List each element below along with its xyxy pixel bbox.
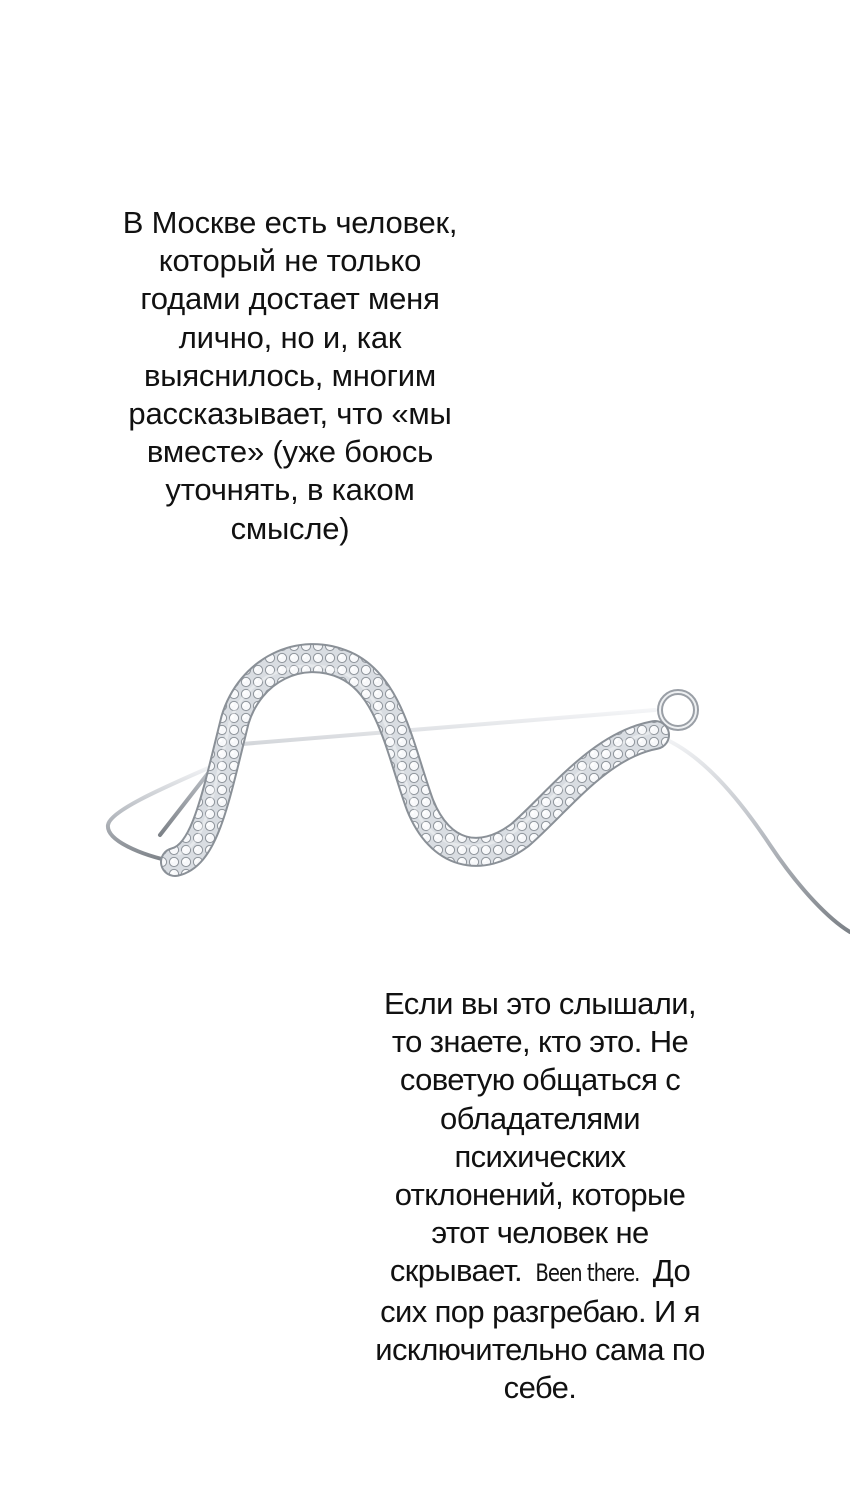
text-line: себе.: [503, 1370, 577, 1406]
text-segment: До: [644, 1253, 691, 1289]
text-line: уточнять, в каком: [165, 472, 415, 508]
text-line: этот человек не: [431, 1215, 649, 1251]
text-line-mixed: [330, 1252, 750, 1292]
text-line: то знаете, кто это. Не: [391, 1024, 689, 1060]
text-line: смысле): [230, 510, 350, 546]
text-line: вместе» (уже боюсь: [146, 434, 434, 470]
text-line: советую общаться с: [399, 1062, 681, 1098]
diamond-snake-brooch-icon: [0, 640, 850, 940]
text-line: который не только: [158, 243, 422, 279]
text-line: отклонений, которые: [394, 1177, 686, 1213]
text-line: лично, но и, как: [178, 319, 402, 355]
text-line: исключительно сама по: [375, 1331, 705, 1367]
text-line: обладателями: [440, 1100, 640, 1136]
story-bottom-text: [330, 985, 750, 1407]
text-line: выяснилось, многим: [143, 357, 437, 393]
text-line: рассказывает, что «мы: [128, 396, 452, 432]
condensed-phrase: Been there.: [535, 1259, 640, 1288]
story-top-text: [60, 204, 520, 548]
text-line: В Москве есть человек,: [122, 205, 458, 240]
text-line: Если вы это слышали,: [383, 986, 697, 1021]
text-line: сих пор разгребаю. И я: [380, 1293, 700, 1329]
text-segment: скрывает.: [389, 1253, 530, 1289]
text-line: психических: [454, 1138, 626, 1174]
text-line: годами достает меня: [140, 281, 440, 317]
